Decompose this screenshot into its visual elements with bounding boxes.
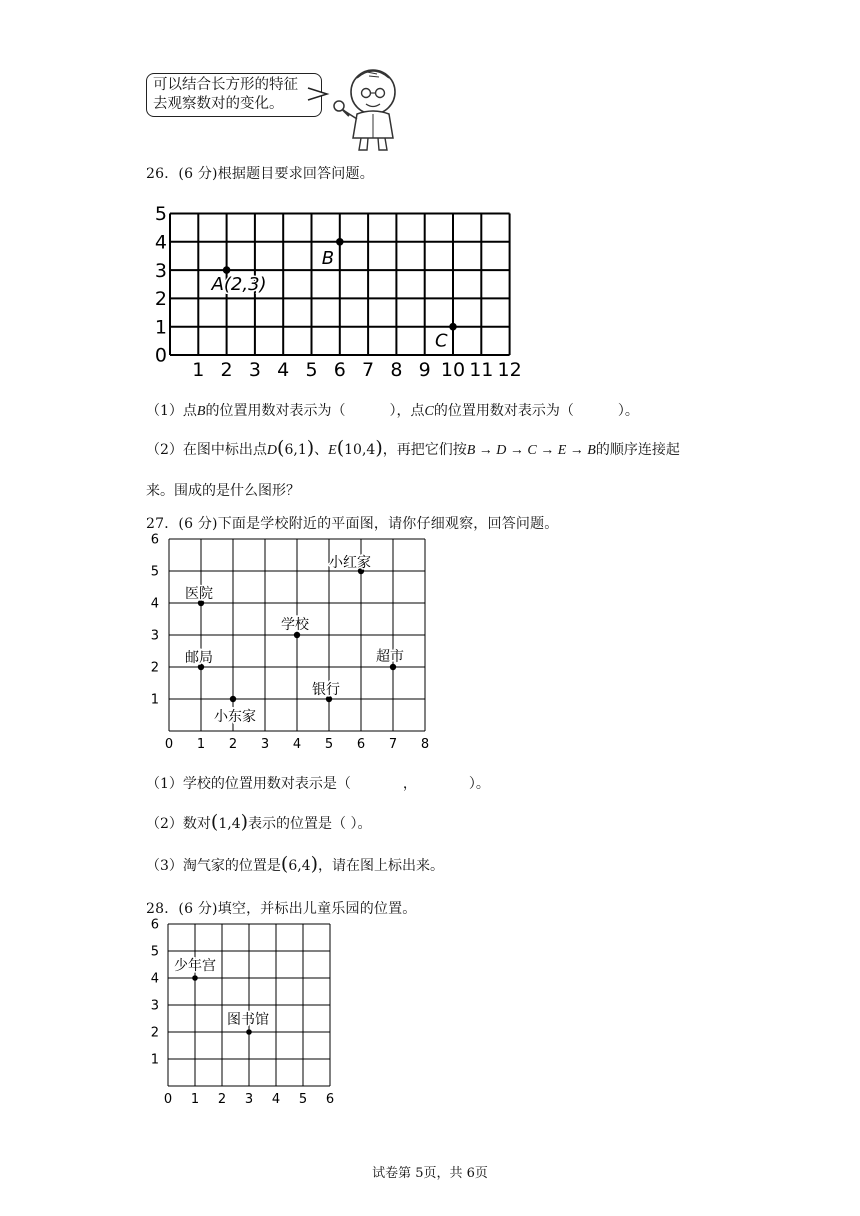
q26-sub2-cont: 来。围成的是什么图形？ bbox=[146, 483, 300, 499]
q27-point-label: 医院 bbox=[185, 586, 213, 602]
q27-grid bbox=[140, 532, 450, 755]
q26-x-tick: 9 bbox=[418, 359, 431, 381]
q26-point-label: B bbox=[321, 247, 335, 269]
q28-x-tick: 2 bbox=[217, 1092, 227, 1107]
q26-point bbox=[449, 323, 457, 331]
q26-x-tick: 6 bbox=[333, 359, 346, 381]
q27-sub2: （2）数对(1,4)表示的位置是（ ）。 bbox=[146, 811, 372, 833]
q27-x-tick: 3 bbox=[260, 737, 270, 752]
q28-y-tick: 3 bbox=[150, 998, 159, 1014]
q26-y-tick: 4 bbox=[154, 231, 167, 254]
q27-title: 27．(6 分)下面是学校附近的平面图，请你仔细观察，回答问题。 bbox=[146, 516, 559, 532]
q26-s2-p2: ，再把它们按 bbox=[382, 442, 467, 458]
q26-point-label: C bbox=[435, 330, 448, 352]
q28-grid bbox=[140, 917, 350, 1113]
q26-s1-p5: ）。 bbox=[617, 403, 639, 419]
q27-s2-p2: 表示的位置是（ ）。 bbox=[248, 816, 372, 832]
q28-point bbox=[192, 975, 198, 981]
q28-point-label: 少年宫 bbox=[174, 958, 216, 974]
q27-s1-p2: ）。 bbox=[468, 776, 490, 792]
q26-point bbox=[223, 266, 231, 274]
q26-sub2: （2）在图中标出点D(6,1)、E(10,4)，再把它们按B → D → C → E → B的顺序连接起 bbox=[146, 437, 680, 459]
hint-bubble bbox=[146, 73, 322, 117]
q27-s2-v: 1,4 bbox=[218, 816, 241, 832]
q26-y-tick: 0 bbox=[154, 344, 167, 367]
q26-point bbox=[336, 238, 344, 246]
q27-y-tick: 5 bbox=[150, 564, 159, 580]
q28-x-tick: 6 bbox=[325, 1092, 335, 1107]
q26-s1-p1: （1）点 bbox=[146, 403, 197, 419]
q27-x-tick: 8 bbox=[420, 737, 430, 752]
q27-point-label: 学校 bbox=[281, 617, 309, 633]
q27-y-tick: 1 bbox=[150, 692, 159, 708]
q26-s1-c: C bbox=[424, 404, 434, 419]
q27-x-tick: 0 bbox=[164, 737, 174, 752]
q27-x-tick: 2 bbox=[228, 737, 238, 752]
q28-y-tick: 6 bbox=[150, 917, 159, 933]
q26-s2-d: D bbox=[266, 443, 278, 458]
q28-title: 28．(6 分)填空，并标出儿童乐园的位置。 bbox=[146, 901, 417, 917]
q28-y-tick: 2 bbox=[150, 1025, 159, 1041]
q26-x-tick: 3 bbox=[248, 359, 261, 381]
q27-x-tick: 1 bbox=[196, 737, 206, 752]
teacher-cartoon-icon bbox=[305, 64, 410, 154]
q26-x-tick: 11 bbox=[469, 359, 494, 381]
q27-x-tick: 7 bbox=[388, 737, 398, 752]
q27-y-tick: 2 bbox=[150, 660, 159, 676]
q27-point-label: 超市 bbox=[376, 649, 404, 665]
q28-x-tick: 4 bbox=[271, 1092, 281, 1107]
q26-x-tick: 8 bbox=[390, 359, 403, 381]
q26-y-tick: 1 bbox=[154, 316, 167, 339]
hint-line-2: 去观察数对的变化。 bbox=[153, 96, 284, 112]
q27-s1-comma: ， bbox=[402, 776, 417, 792]
q28-x-tick: 3 bbox=[244, 1092, 254, 1107]
q27-y-tick: 6 bbox=[150, 532, 159, 548]
q27-point-label: 小东家 bbox=[214, 709, 256, 725]
q27-sub1 bbox=[146, 773, 490, 793]
q28-x-tick: 1 bbox=[190, 1092, 200, 1107]
q26-s2-e: E bbox=[328, 443, 337, 458]
q28-point bbox=[246, 1029, 252, 1035]
q26-s2-sep: 、 bbox=[314, 442, 329, 458]
q28-x-tick: 5 bbox=[298, 1092, 308, 1107]
q26-s1-p3: ），点 bbox=[389, 403, 425, 419]
q26-x-tick: 4 bbox=[277, 359, 290, 381]
q26-title: 26．(6 分)根据题目要求回答问题。 bbox=[146, 166, 374, 182]
q27-sub3: （3）淘气家的位置是(6,4)，请在图上标出来。 bbox=[146, 853, 445, 875]
q27-y-tick: 4 bbox=[150, 596, 159, 612]
q26-x-tick: 5 bbox=[305, 359, 318, 381]
q28-x-tick: 0 bbox=[163, 1092, 173, 1107]
q26-y-tick: 5 bbox=[154, 203, 167, 226]
q28-y-tick: 5 bbox=[150, 944, 159, 960]
q28-y-tick: 4 bbox=[150, 971, 159, 987]
q27-s1-p1: （1）学校的位置用数对表示是（ bbox=[146, 776, 351, 792]
q27-x-tick: 6 bbox=[356, 737, 366, 752]
q26-grid bbox=[140, 205, 530, 380]
q26-point-label: A(2,3) bbox=[211, 274, 267, 296]
q27-s3-v: 6,4 bbox=[288, 858, 311, 874]
q26-x-tick: 12 bbox=[497, 359, 522, 381]
hint-line-1: 可以结合长方形的特征 bbox=[153, 77, 298, 93]
q26-s2-p1: （2）在图中标出点 bbox=[146, 442, 267, 458]
q27-x-tick: 4 bbox=[292, 737, 302, 752]
q27-y-tick: 3 bbox=[150, 628, 159, 644]
q26-sub1 bbox=[146, 400, 639, 420]
q26-x-tick: 1 bbox=[192, 359, 205, 381]
q27-point-label: 邮局 bbox=[185, 650, 213, 666]
q28-y-tick: 1 bbox=[150, 1052, 159, 1068]
q26-s1-b: B bbox=[196, 404, 206, 419]
q26-x-tick: 10 bbox=[440, 359, 466, 381]
q27-point bbox=[230, 696, 236, 702]
q26-y-tick: 2 bbox=[154, 288, 167, 311]
q27-point-label: 银行 bbox=[312, 682, 340, 698]
q27-point-label: 小红家 bbox=[329, 555, 371, 571]
q26-s1-p4: 的位置用数对表示为（ bbox=[433, 403, 574, 419]
q26-s2-seq: B → D → C → E → B bbox=[466, 443, 596, 458]
q26-s1-p2: 的位置用数对表示为（ bbox=[205, 403, 346, 419]
q26-x-tick: 7 bbox=[362, 359, 375, 381]
page-footer: 试卷第 5页，共 6页 bbox=[372, 1166, 488, 1181]
q26-x-tick: 2 bbox=[220, 359, 233, 381]
q26-s2-dv: 6,1 bbox=[284, 442, 307, 458]
q28-point-label: 图书馆 bbox=[227, 1012, 269, 1028]
q27-x-tick: 5 bbox=[324, 737, 334, 752]
q26-s2-ev: 10,4 bbox=[344, 442, 376, 458]
q27-s3-p2: ，请在图上标出来。 bbox=[318, 858, 445, 874]
q26-y-tick: 3 bbox=[154, 259, 167, 282]
q27-s2-p1: （2）数对 bbox=[146, 816, 211, 832]
q27-s3-p1: （3）淘气家的位置是 bbox=[146, 858, 281, 874]
q26-s2-p3: 的顺序连接起 bbox=[595, 442, 680, 458]
